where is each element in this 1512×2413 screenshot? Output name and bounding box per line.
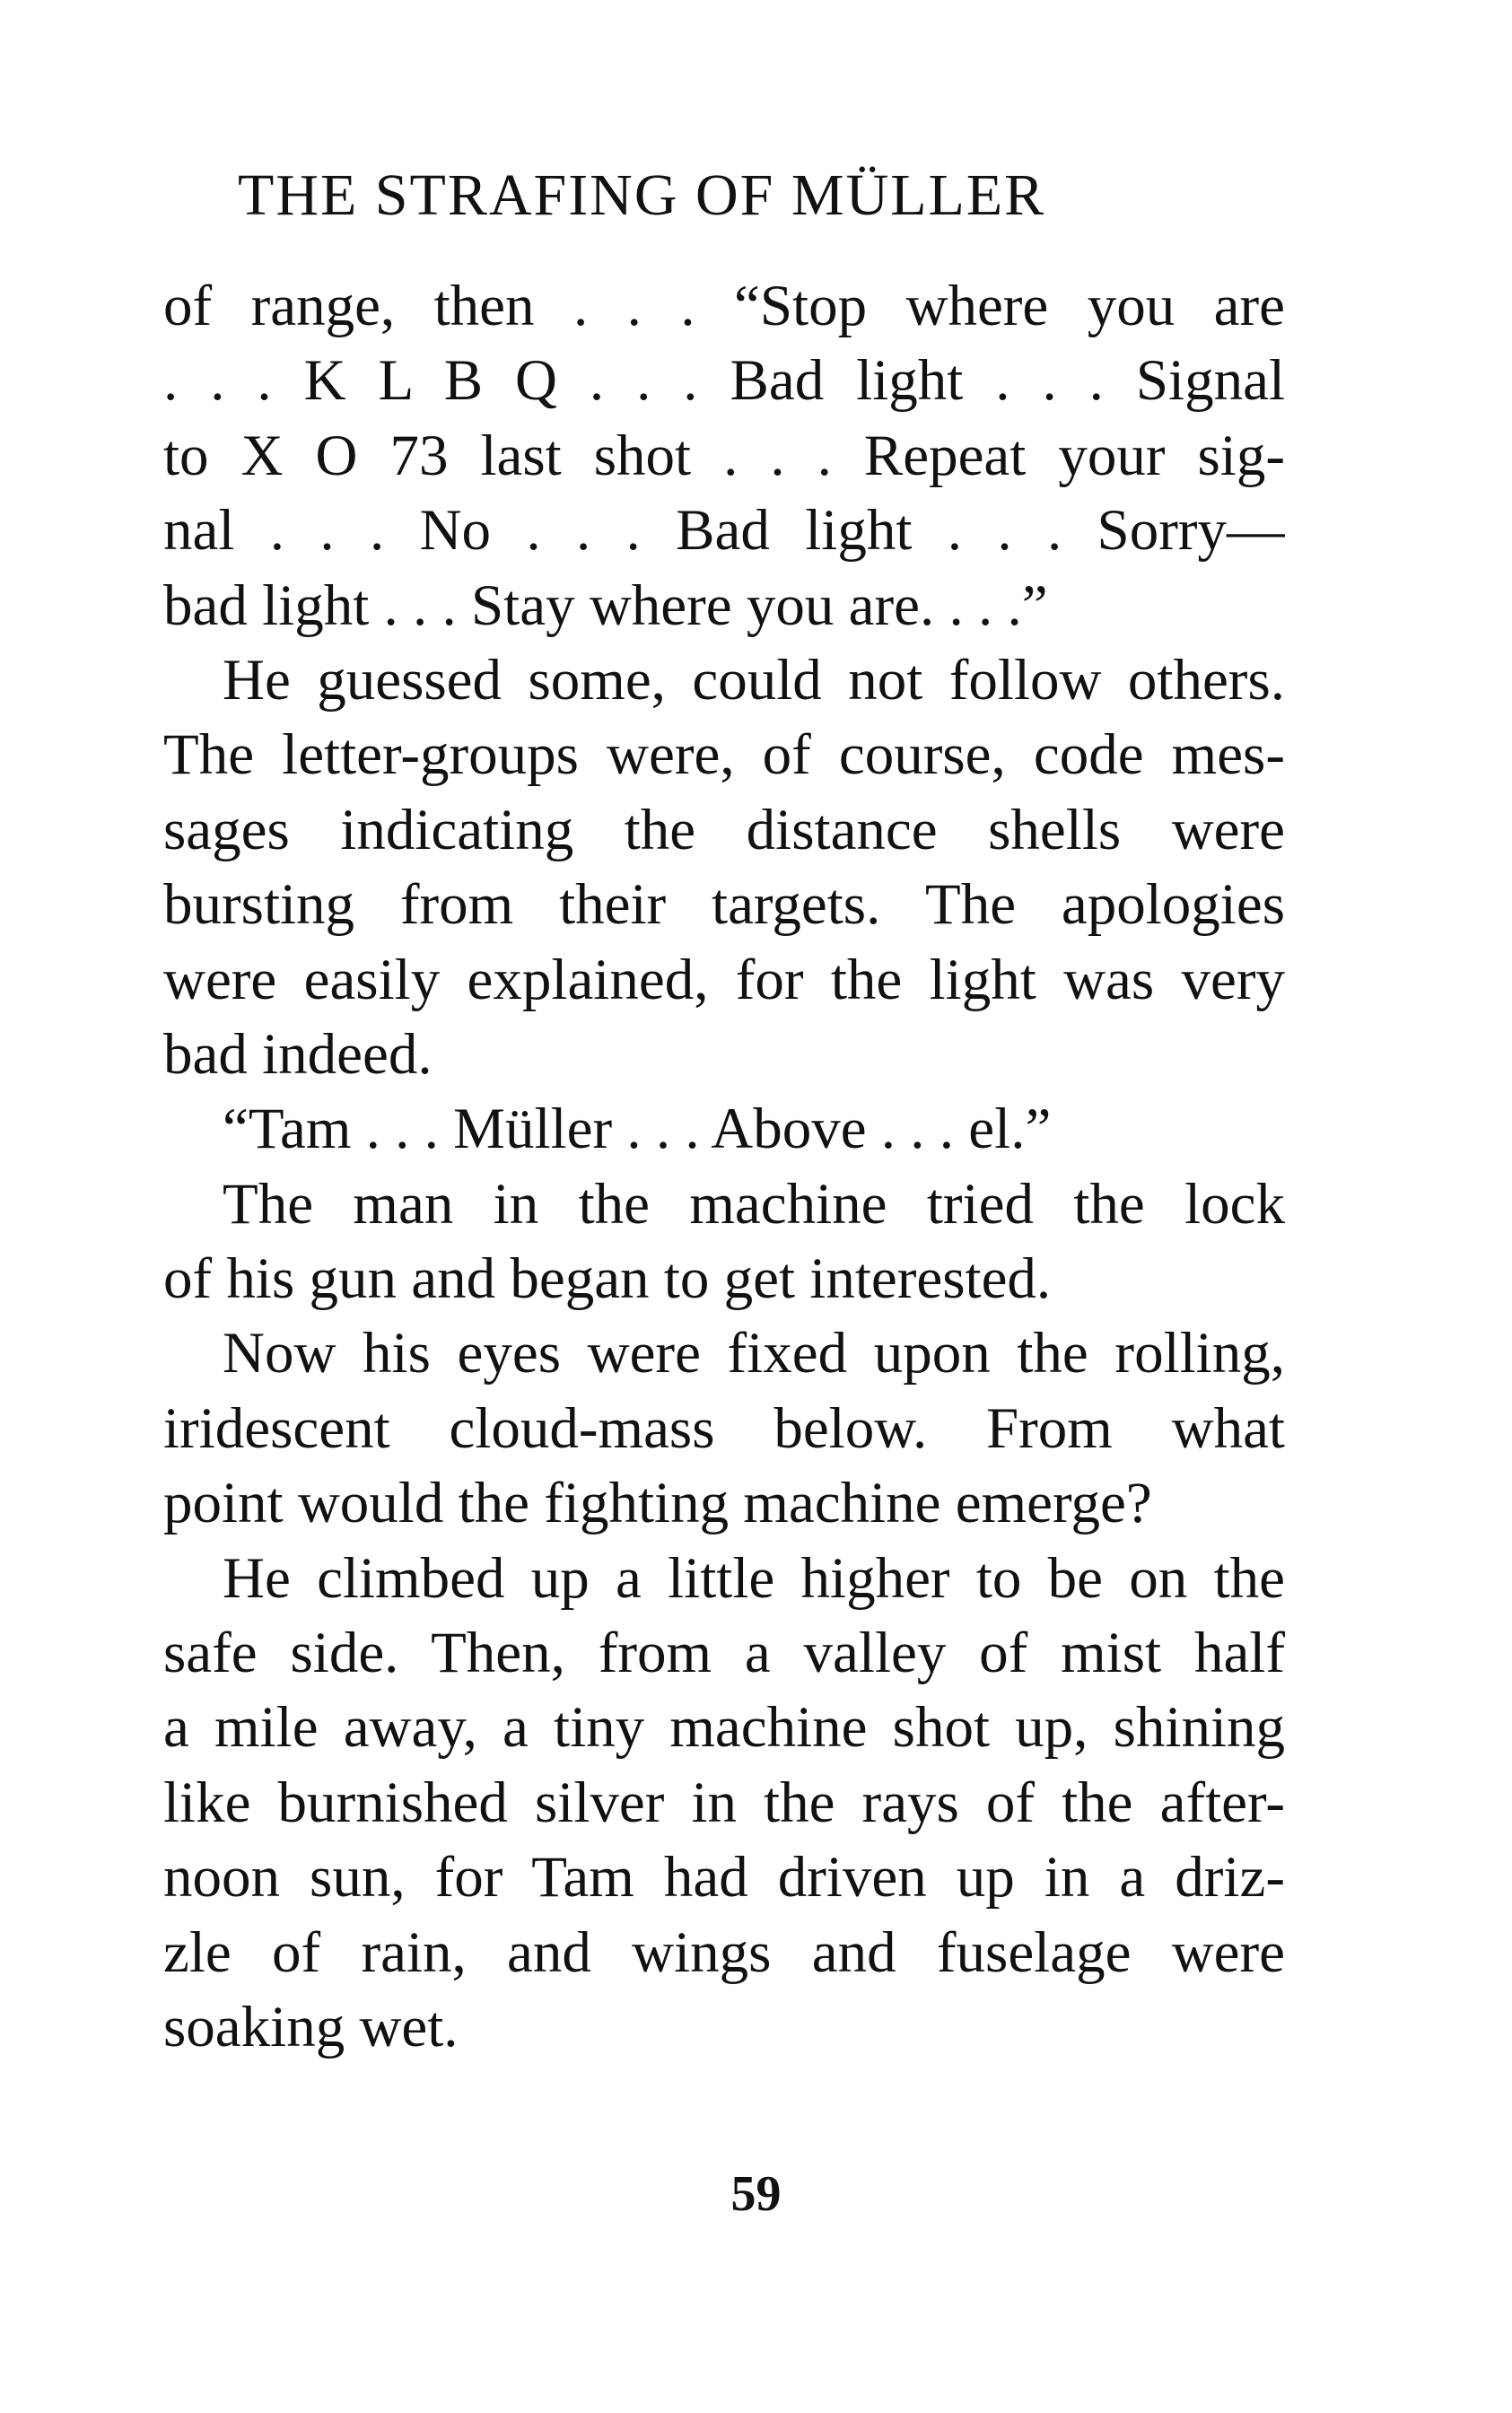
running-head: THE STRAFING OF MÜLLER	[238, 162, 1046, 228]
text-line: soaking wet.	[163, 1994, 459, 2059]
text-line: . . . K L B Q . . . Bad light . . . Signal	[163, 348, 1285, 414]
page-number: 59	[730, 2166, 782, 2222]
text-line: bad light . . . Stay where you are. . . .”	[163, 573, 1048, 638]
text-line: safe side. Then, from a valley of mist half	[163, 1621, 1285, 1686]
text-line: The man in the machine tried the lock	[223, 1171, 1285, 1237]
text-line: point would the fighting machine emerge?	[163, 1471, 1152, 1536]
text-line: of his gun and began to get interested.	[163, 1246, 1052, 1312]
text-line: to X O 73 last shot . . . Repeat your sig-	[163, 423, 1285, 488]
text-line: The letter-groups were, of course, code mes-	[163, 722, 1285, 788]
text-line: iridescent cloud-mass below. From what	[163, 1395, 1285, 1461]
text-line: He climbed up a little higher to be on the	[223, 1545, 1285, 1611]
text-line: noon sun, for Tam had driven up in a driz-	[163, 1845, 1285, 1910]
text-line: of range, then . . . “Stop where you are	[163, 274, 1285, 338]
text-line: were easily explained, for the light was very	[163, 947, 1285, 1012]
text-line: a mile away, a tiny machine shot up, shining	[163, 1695, 1285, 1761]
text-line: He guessed some, could not follow others.	[223, 647, 1285, 713]
text-line: nal . . . No . . . Bad light . . . Sorry—	[163, 498, 1285, 564]
body-text	[163, 269, 1285, 2065]
text-line: bursting from their targets. The apologies	[163, 872, 1285, 938]
text-line: like burnished silver in the rays of the after-	[163, 1770, 1285, 1835]
text-line: zle of rain, and wings and fuselage were	[163, 1919, 1285, 1985]
text-line: bad indeed.	[163, 1021, 433, 1087]
text-line: Now his eyes were fixed upon the rolling,	[223, 1321, 1285, 1386]
text-line: sages indicating the distance shells were	[163, 797, 1285, 862]
text-line: “Tam . . . Müller . . . Above . . . el.”	[223, 1097, 1052, 1162]
